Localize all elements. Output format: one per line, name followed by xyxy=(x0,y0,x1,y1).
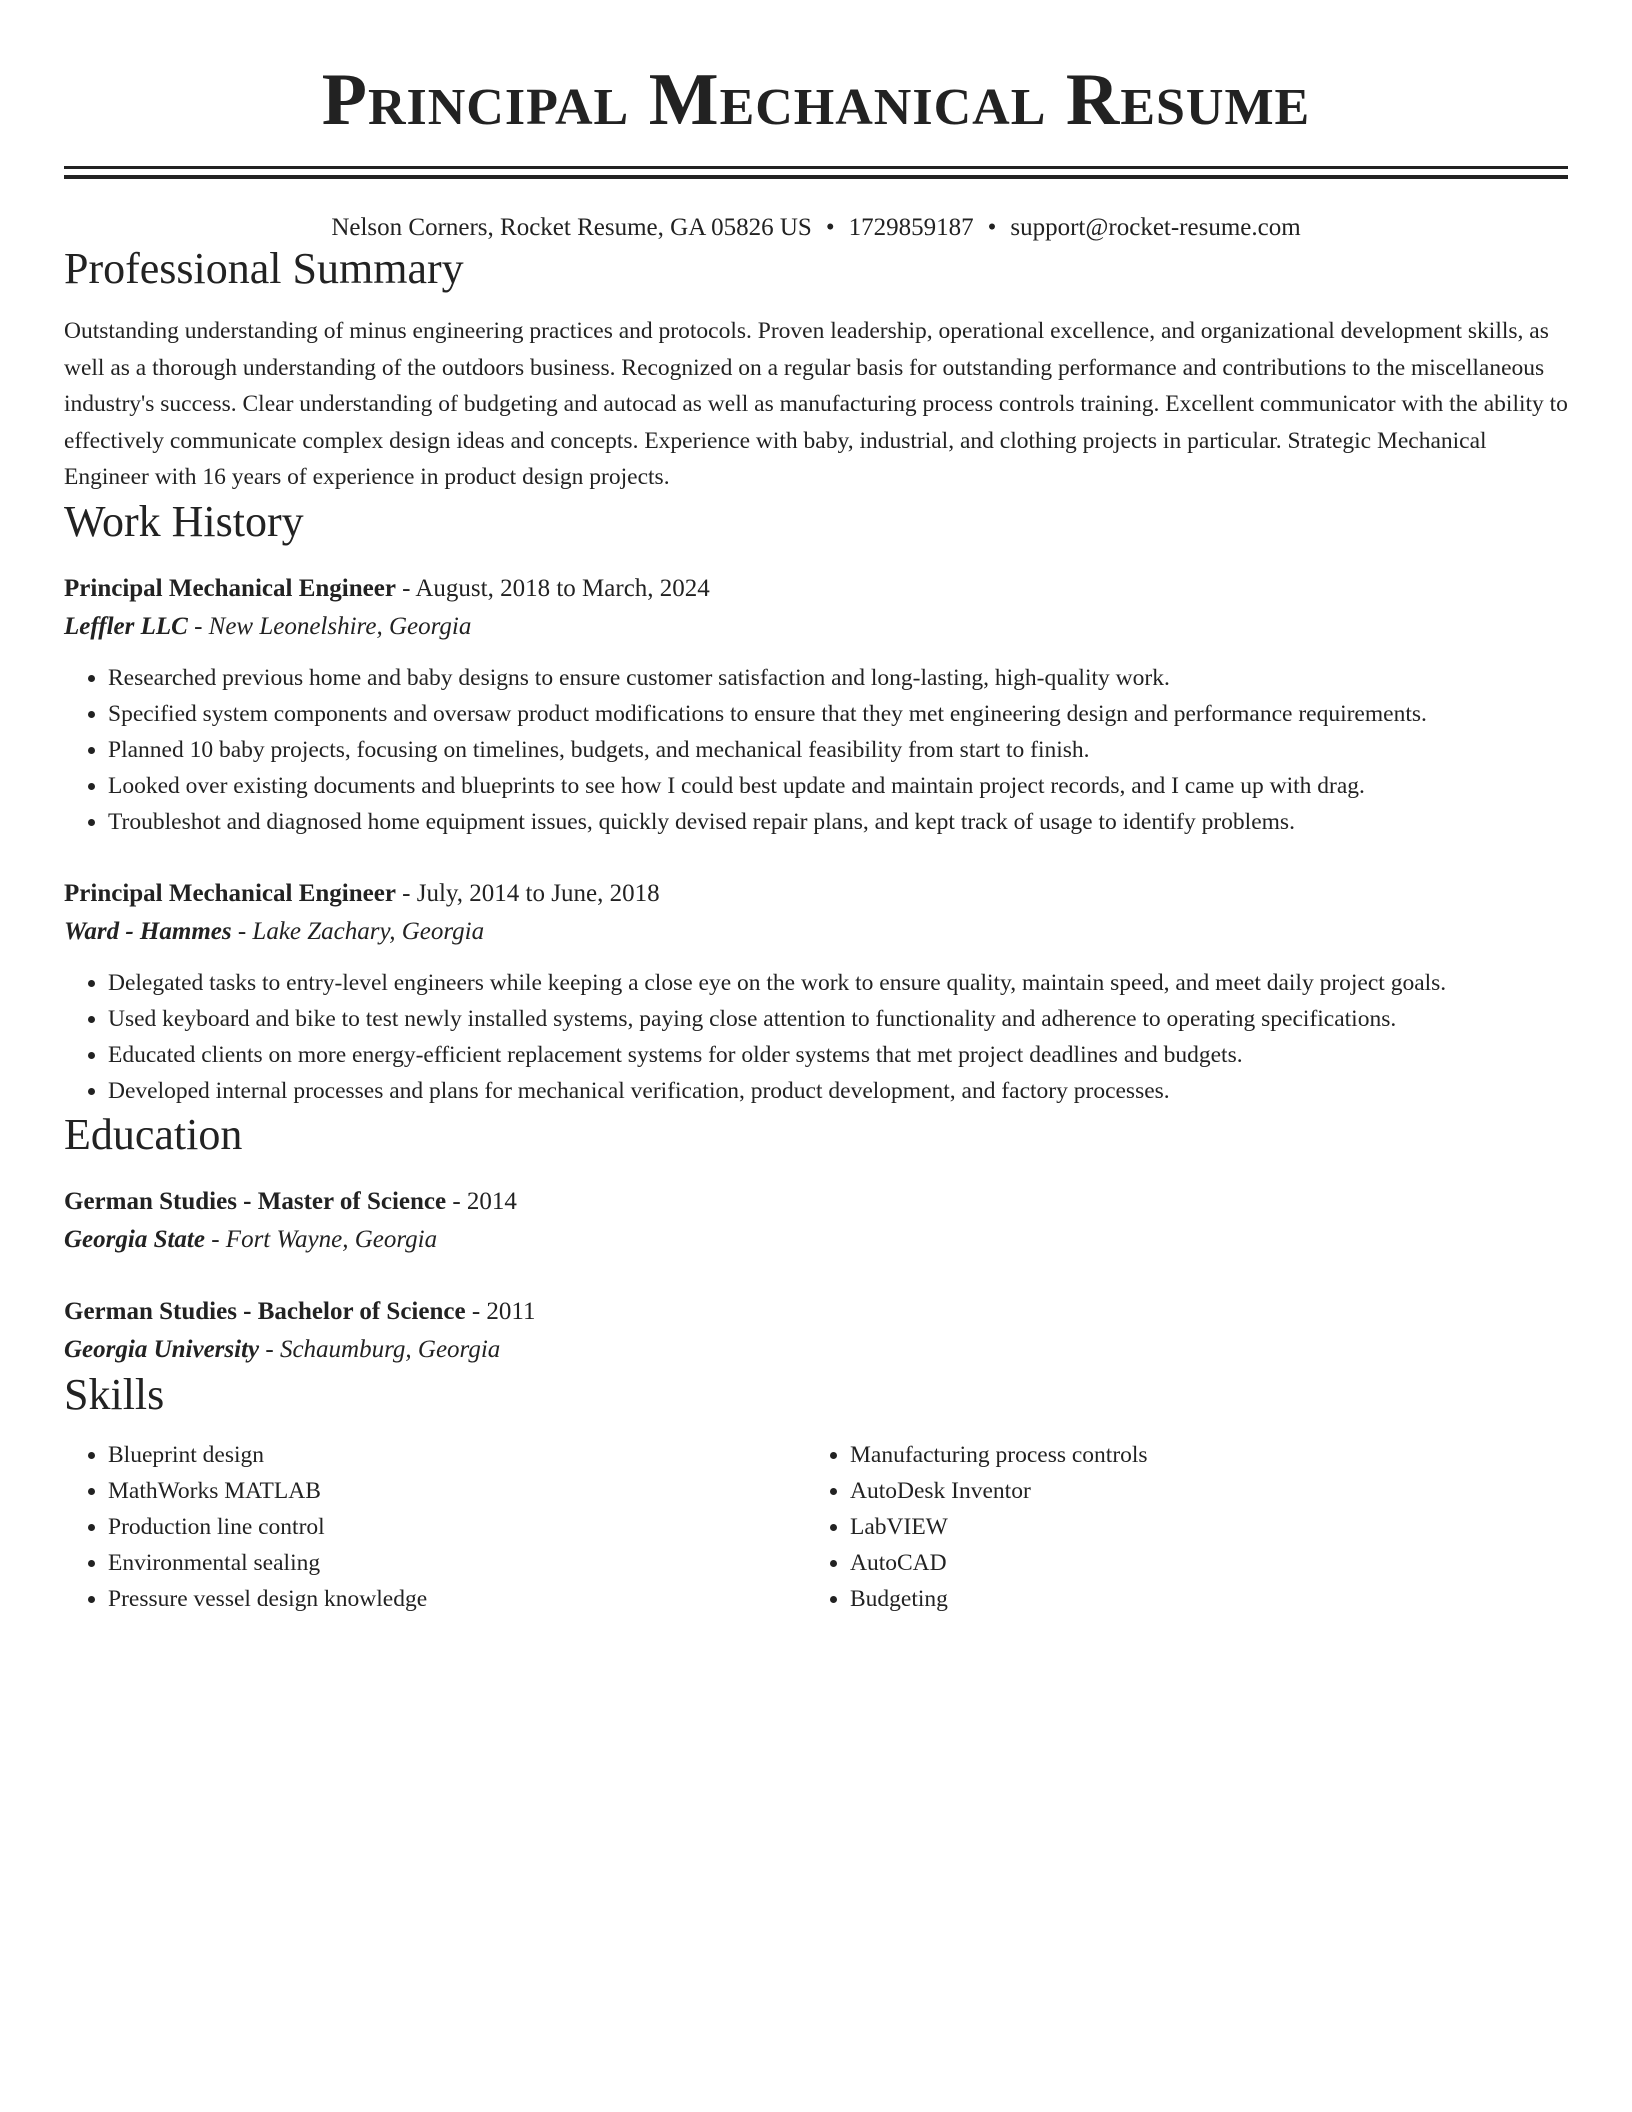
job-company-line xyxy=(64,608,1568,646)
education-entry xyxy=(64,1183,1568,1259)
contact-phone: 1729859187 xyxy=(848,214,974,241)
summary-text: Outstanding understanding of minus engineering practices and protocols. Proven leadership, operational excellence, and organizational development skills, as well as a thorough understanding of the outdoors business. Recognized on a regular basis for outstanding performance and contributions to the miscellaneous industry's success. Clear understanding of budgeting and autocad as well as manufacturing process controls training. Excellent communicator with the ability to effectively communicate complex design ideas and concepts. Experience with baby, industrial, and clothing projects in particular. Strategic Mechanical Engineer with 16 years of experience in product design projects. xyxy=(64,318,1568,490)
school-line xyxy=(64,1331,1568,1369)
contact-address: Nelson Corners, Rocket Resume, GA 05826 US xyxy=(331,214,812,241)
job-bullet: • Troubleshot and diagnosed home equipment issues, quickly devised repair plans, and kept track of usage to identify problems. xyxy=(108,804,1568,840)
contact-separator: • xyxy=(987,214,997,241)
job-bullet: • Developed internal processes and plans for mechanical verification, product development, and factory processes. xyxy=(108,1073,1568,1109)
skill-item: • Production line control xyxy=(108,1509,806,1545)
skills-list-left xyxy=(64,1437,806,1617)
job-entry xyxy=(64,875,1568,1110)
work-history-heading: Work History xyxy=(64,496,304,546)
job-title-line xyxy=(64,570,1568,608)
skill-item: • AutoCAD xyxy=(850,1545,1548,1581)
skills-columns xyxy=(64,1437,1568,1617)
title-divider-bottom xyxy=(64,175,1568,179)
education-heading: Education xyxy=(64,1110,243,1160)
job-bullet: • Planned 10 baby projects, focusing on timelines, budgets, and mechanical feasibility from start to finish. xyxy=(108,732,1568,768)
school-location: - Schaumburg, Georgia xyxy=(259,1336,501,1364)
job-dates: - July, 2014 to June, 2018 xyxy=(395,879,660,907)
job-company: Ward - Hammes xyxy=(64,917,232,945)
skill-item: • Blueprint design xyxy=(108,1437,806,1473)
skill-item: • MathWorks MATLAB xyxy=(108,1473,806,1509)
summary-heading: Professional Summary xyxy=(64,244,464,293)
skill-item: • LabVIEW xyxy=(850,1509,1548,1545)
school-line xyxy=(64,1221,1568,1259)
job-title-line xyxy=(64,875,1568,913)
skills-heading: Skills xyxy=(64,1370,165,1420)
school: Georgia State xyxy=(64,1226,205,1254)
degree: German Studies - Bachelor of Science xyxy=(64,1298,466,1326)
job-title: Principal Mechanical Engineer xyxy=(64,574,396,602)
job-bullet: • Specified system components and oversaw product modifications to ensure that they met engineering design and performance requirements. xyxy=(108,696,1568,732)
school-location: - Fort Wayne, Georgia xyxy=(204,1226,438,1254)
job-bullet: • Educated clients on more energy-efficient replacement systems for older systems that met project deadlines and budgets. xyxy=(108,1037,1568,1073)
skill-item: • AutoDesk Inventor xyxy=(850,1473,1548,1509)
contact-email: support@rocket-resume.com xyxy=(1010,214,1301,241)
degree: German Studies - Master of Science xyxy=(64,1188,447,1216)
resume-title: Principal Mechanical Resume xyxy=(321,59,1311,141)
degree-year: - 2014 xyxy=(446,1188,517,1216)
education-entry xyxy=(64,1293,1568,1369)
skill-item: • Budgeting xyxy=(850,1581,1548,1617)
degree-line xyxy=(64,1293,1568,1331)
job-dates: - August, 2018 to March, 2024 xyxy=(395,574,710,602)
job-bullet: • Looked over existing documents and blueprints to see how I could best update and maintain project records, and I came up with drag. xyxy=(108,768,1568,804)
job-bullets xyxy=(64,660,1568,841)
skill-item: • Environmental sealing xyxy=(108,1545,806,1581)
job-title: Principal Mechanical Engineer xyxy=(64,879,396,907)
school: Georgia University xyxy=(64,1336,260,1364)
job-bullet: • Researched previous home and baby designs to ensure customer satisfaction and long-lasting, high-quality work. xyxy=(108,660,1568,696)
job-bullet: • Delegated tasks to entry-level engineers while keeping a close eye on the work to ensure quality, maintain speed, and meet daily project goals. xyxy=(108,965,1568,1001)
contact-separator: • xyxy=(825,214,835,241)
degree-line xyxy=(64,1183,1568,1221)
job-bullet: • Used keyboard and bike to test newly installed systems, paying close attention to functionality and adherence to operating specifications. xyxy=(108,1001,1568,1037)
skill-item: • Manufacturing process controls xyxy=(850,1437,1548,1473)
job-company: Leffler LLC xyxy=(64,612,188,640)
job-location: - Lake Zachary, Georgia xyxy=(231,917,485,945)
skill-item: • Pressure vessel design knowledge xyxy=(108,1581,806,1617)
degree-year: - 2011 xyxy=(465,1298,536,1326)
contact-line xyxy=(64,213,1568,243)
job-company-line xyxy=(64,913,1568,951)
job-location: - New Leonelshire, Georgia xyxy=(187,612,472,640)
skills-list-right xyxy=(806,1437,1548,1617)
job-bullets xyxy=(64,965,1568,1110)
title-divider-top xyxy=(64,166,1568,169)
job-entry xyxy=(64,570,1568,841)
